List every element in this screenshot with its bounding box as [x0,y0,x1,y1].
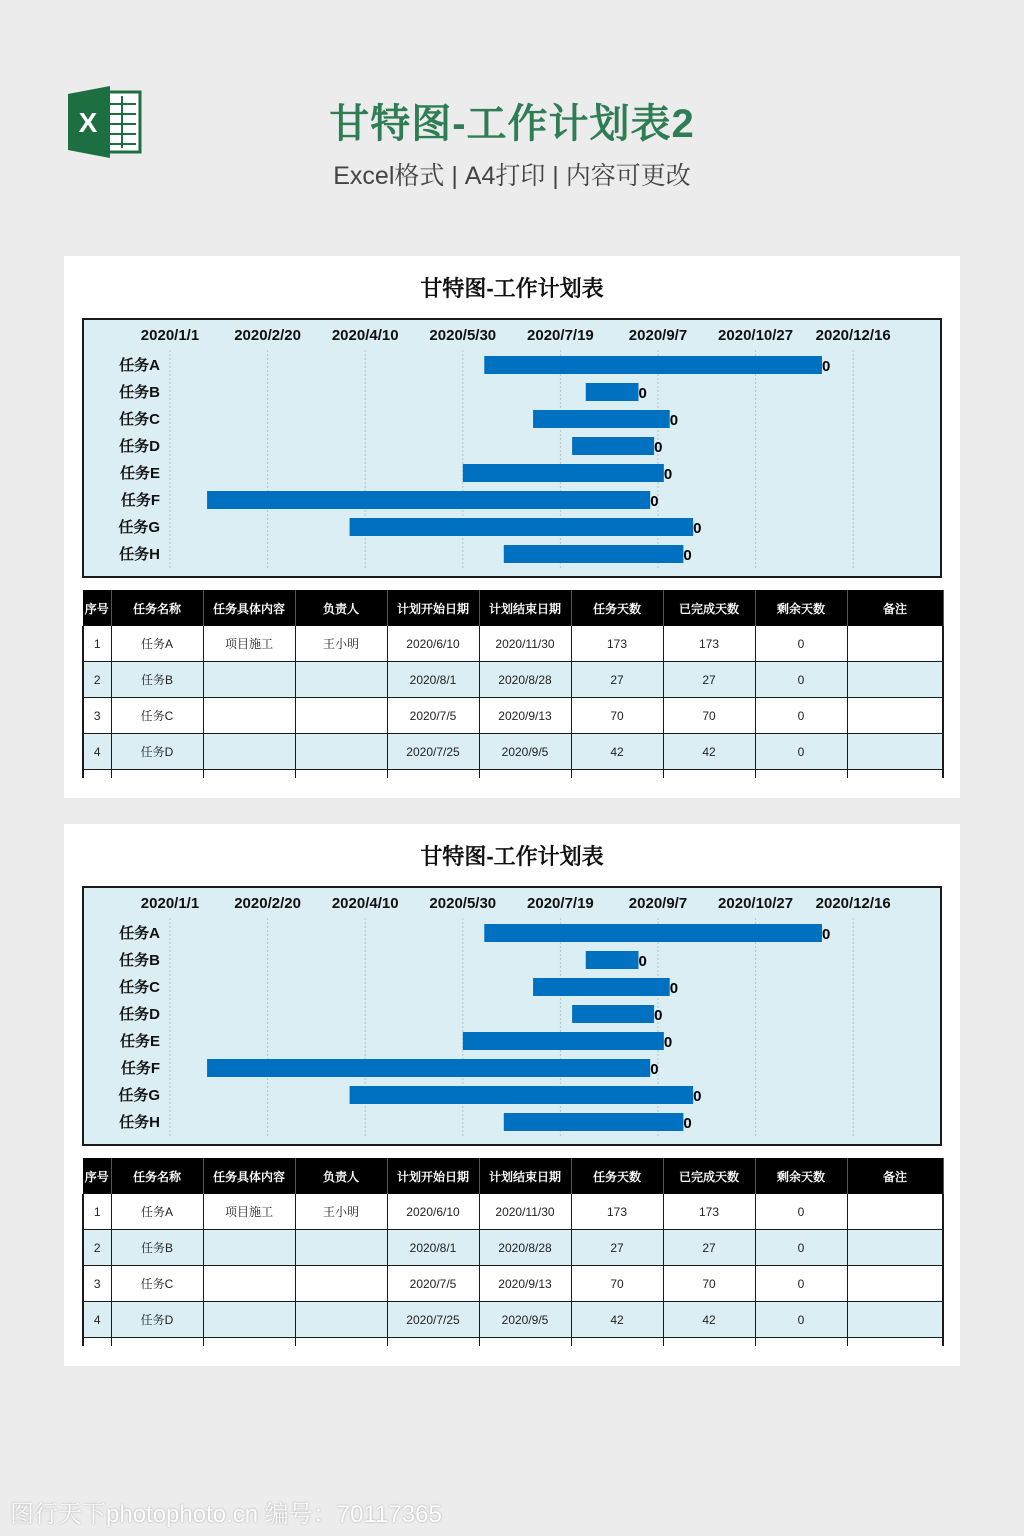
gantt-bar [533,410,670,428]
task-axis-label: 任务B [119,384,160,401]
table-cell: 0 [755,626,847,662]
task-axis-label: 任务F [120,1060,160,1077]
table-cell [83,1338,111,1347]
table-cell [203,1338,295,1347]
task-axis-label: 任务H [119,1114,160,1131]
column-header: 备注 [847,590,943,626]
table-cell [847,626,943,662]
date-tick-label: 2020/5/30 [429,895,497,912]
table-row [83,1302,943,1338]
table-cell: 4 [83,734,111,770]
table-row-partial [83,770,943,779]
gantt-bar [207,1059,650,1077]
table-cell: 2020/9/13 [479,698,571,734]
date-tick-label: 2020/1/1 [140,327,200,344]
table-cell: 2020/9/5 [479,1302,571,1338]
table-cell [203,734,295,770]
column-header: 任务具体内容 [203,1158,295,1194]
table-row [83,626,943,662]
table-cell: 0 [755,698,847,734]
table-cell [387,1338,479,1347]
gantt-bar [504,545,684,563]
date-tick-label: 2020/12/16 [815,327,891,344]
task-axis-label: 任务F [120,492,160,509]
column-header: 任务天数 [571,1158,663,1194]
bar-data-label: 0 [663,466,673,483]
table-cell: 2020/8/1 [387,1230,479,1266]
table-cell: 0 [755,734,847,770]
table-cell [83,770,111,779]
bar-data-label: 0 [650,1061,659,1078]
table-cell [295,734,387,770]
date-tick-label: 2020/10/27 [718,895,794,912]
table-cell: 王小明 [295,626,387,662]
task-axis-label: 任务H [119,546,160,563]
column-header: 剩余天数 [755,590,847,626]
table-cell [847,1266,943,1302]
table-cell [479,1338,571,1347]
table-cell [111,770,203,779]
table-cell [203,1302,295,1338]
table-cell [295,1302,387,1338]
table-cell: 42 [571,1302,663,1338]
column-header: 剩余天数 [755,1158,847,1194]
gantt-bar [533,978,670,996]
table-cell [203,1266,295,1302]
task-axis-label: 任务E [119,465,160,482]
table-cell: 0 [755,1302,847,1338]
table-cell: 2020/6/10 [387,1194,479,1230]
table-cell [571,770,663,779]
column-header: 任务名称 [111,1158,203,1194]
table-cell: 2020/9/13 [479,1266,571,1302]
table-cell: 2020/7/5 [387,698,479,734]
task-axis-label: 任务C [119,979,160,996]
table-cell [203,1230,295,1266]
table-cell: 2020/11/30 [479,626,571,662]
gantt-bar [586,951,639,969]
table-cell: 173 [571,626,663,662]
bar-data-label: 0 [683,547,692,564]
table-cell: 0 [755,662,847,698]
sheet-card-2 [64,824,960,1366]
table-cell [111,1338,203,1347]
table-cell: 2020/8/28 [479,662,571,698]
table-cell: 项目施工 [203,626,295,662]
table-cell [203,662,295,698]
table-cell: 27 [571,662,663,698]
column-header: 序号 [83,590,111,626]
column-header: 计划结束日期 [479,590,571,626]
table-cell: 1 [83,626,111,662]
table-cell: 王小明 [295,1194,387,1230]
date-tick-label: 2020/9/7 [628,327,688,344]
table-cell [295,770,387,779]
task-table [82,1158,944,1346]
table-cell: 项目施工 [203,1194,295,1230]
table-cell: 任务C [111,1266,203,1302]
table-row-partial [83,1338,943,1347]
task-axis-label: 任务C [119,411,160,428]
table-cell: 3 [83,1266,111,1302]
bar-data-label: 0 [821,926,831,943]
table-cell: 42 [571,734,663,770]
table-cell [295,662,387,698]
table-cell: 2020/7/25 [387,734,479,770]
table-cell: 0 [755,1266,847,1302]
table-cell [203,698,295,734]
gantt-bar [484,356,822,374]
sheet-card-1 [64,256,960,798]
table-cell: 42 [663,734,755,770]
page-subtitle: Excel格式 | A4打印 | 内容可更改 [333,162,691,190]
date-tick-label: 2020/10/27 [718,327,794,344]
column-header: 序号 [83,1158,111,1194]
date-tick-label: 2020/12/16 [815,895,891,912]
gantt-bar [463,1032,664,1050]
table-cell: 任务C [111,698,203,734]
table-cell: 27 [663,662,755,698]
gantt-chart [82,318,942,578]
table-row [83,698,943,734]
bar-data-label: 0 [650,493,659,510]
date-tick-label: 2020/9/7 [628,895,688,912]
table-cell [847,770,943,779]
table-row [83,662,943,698]
gantt-bar [207,491,650,509]
table-cell [479,770,571,779]
sheet-title: 甘特图-工作计划表 [420,844,604,869]
column-header: 负责人 [295,590,387,626]
table-cell [663,770,755,779]
gantt-chart-svg [84,320,940,576]
table-cell: 70 [663,1266,755,1302]
bar-data-label: 0 [683,1115,692,1132]
table-cell: 2 [83,662,111,698]
table-cell: 2 [83,1230,111,1266]
date-tick-label: 2020/2/20 [234,895,301,912]
bar-data-label: 0 [821,358,831,375]
table-cell [295,1338,387,1347]
gantt-bar [572,437,654,455]
bar-data-label: 0 [638,385,647,402]
sheet-title: 甘特图-工作计划表 [420,276,604,301]
table-row [83,734,943,770]
table-cell [295,698,387,734]
column-header: 任务具体内容 [203,590,295,626]
table-cell [755,1338,847,1347]
table-cell [847,662,943,698]
table-cell: 42 [663,1302,755,1338]
table-cell [571,1338,663,1347]
bar-data-label: 0 [669,980,679,997]
column-header: 负责人 [295,1158,387,1194]
task-axis-label: 任务B [119,952,160,969]
page-header [0,0,1024,230]
table-cell: 2020/7/25 [387,1302,479,1338]
table-cell: 70 [663,698,755,734]
table-cell: 2020/7/5 [387,1266,479,1302]
table-cell: 173 [663,626,755,662]
table-cell: 70 [571,698,663,734]
table-cell [847,1230,943,1266]
table-cell [663,1338,755,1347]
table-cell: 任务A [111,626,203,662]
gantt-bar [504,1113,684,1131]
table-cell: 27 [571,1230,663,1266]
table-cell: 2020/6/10 [387,626,479,662]
date-tick-label: 2020/5/30 [429,327,497,344]
table-cell [295,1266,387,1302]
column-header: 计划开始日期 [387,590,479,626]
task-axis-label: 任务E [119,1033,160,1050]
gantt-bar [463,464,664,482]
column-header: 已完成天数 [663,1158,755,1194]
task-axis-label: 任务G [118,1087,160,1104]
table-row [83,1230,943,1266]
table-cell: 2020/9/5 [479,734,571,770]
column-header: 计划开始日期 [387,1158,479,1194]
table-cell: 任务D [111,1302,203,1338]
task-axis-label: 任务D [119,438,160,455]
gantt-bar [586,383,639,401]
table-cell: 70 [571,1266,663,1302]
page-title: 甘特图-工作计划表2 [329,102,695,146]
bar-data-label: 0 [638,953,647,970]
bar-data-label: 0 [669,412,679,429]
table-cell: 2020/8/28 [479,1230,571,1266]
column-header: 已完成天数 [663,590,755,626]
gantt-chart [82,886,942,1146]
bar-data-label: 0 [693,520,702,537]
table-cell: 173 [663,1194,755,1230]
table-row [83,1194,943,1230]
table-row [83,1266,943,1302]
column-header: 计划结束日期 [479,1158,571,1194]
bar-data-label: 0 [693,1088,702,1105]
table-cell: 1 [83,1194,111,1230]
column-header: 任务名称 [111,590,203,626]
table-cell: 3 [83,698,111,734]
task-axis-label: 任务A [119,925,160,942]
table-cell: 0 [755,1230,847,1266]
table-cell: 4 [83,1302,111,1338]
gantt-bar [484,924,822,942]
table-cell: 0 [755,1194,847,1230]
date-tick-label: 2020/1/1 [140,895,200,912]
svg-text:X: X [78,107,98,138]
table-cell [387,770,479,779]
table-cell [847,1338,943,1347]
gantt-chart-svg [84,888,940,1144]
watermark: 图行天下photophoto.cn 编号：70117365 [10,1501,442,1528]
task-axis-label: 任务D [119,1006,160,1023]
table-cell [847,1194,943,1230]
column-header: 备注 [847,1158,943,1194]
bar-data-label: 0 [663,1034,673,1051]
bar-data-label: 0 [654,439,663,456]
task-table [82,590,944,778]
table-cell [295,1230,387,1266]
date-tick-label: 2020/4/10 [331,327,399,344]
gantt-bar [350,1086,694,1104]
table-cell: 任务B [111,662,203,698]
table-cell [847,698,943,734]
date-tick-label: 2020/7/19 [527,327,594,344]
column-header: 任务天数 [571,590,663,626]
bar-data-label: 0 [654,1007,663,1024]
table-cell [847,1302,943,1338]
table-cell: 任务D [111,734,203,770]
date-tick-label: 2020/4/10 [331,895,399,912]
gantt-bar [350,518,694,536]
table-cell: 2020/11/30 [479,1194,571,1230]
table-cell: 27 [663,1230,755,1266]
table-cell: 2020/8/1 [387,662,479,698]
task-axis-label: 任务A [119,357,160,374]
date-tick-label: 2020/7/19 [527,895,594,912]
table-cell: 任务B [111,1230,203,1266]
table-cell [203,770,295,779]
table-cell: 任务A [111,1194,203,1230]
table-cell [755,770,847,779]
table-cell [847,734,943,770]
task-axis-label: 任务G [118,519,160,536]
table-cell: 173 [571,1194,663,1230]
gantt-bar [572,1005,654,1023]
date-tick-label: 2020/2/20 [234,327,301,344]
